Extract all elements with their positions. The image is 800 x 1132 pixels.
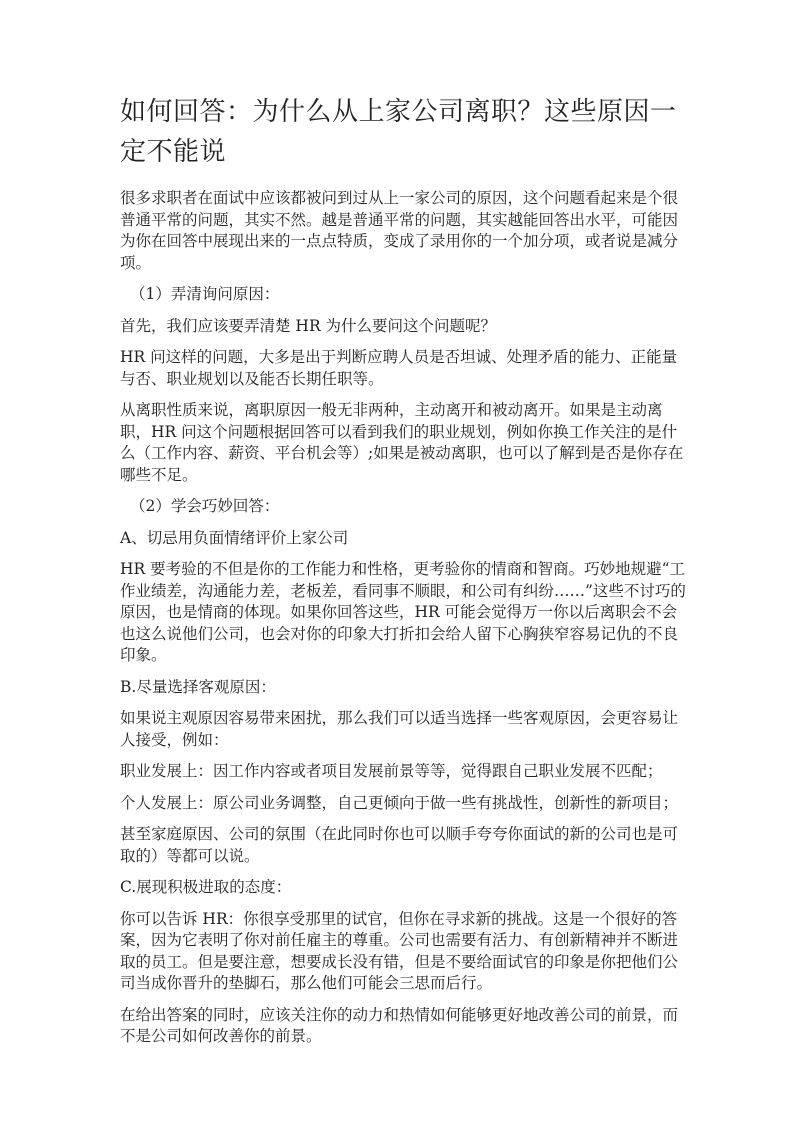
- paragraph: 甚至家庭原因、公司的氛围（在此同时你也可以顺手夸夸你面试的新的公司也是可取的）等都可以说。: [120, 825, 679, 865]
- paragraph: 首先，我们应该要弄清楚 HR 为什么要问这个问题呢？: [120, 316, 497, 335]
- document-title: 如何回答：为什么从上家公司离职？这些原因一定不能说: [120, 97, 677, 167]
- subheading-b: B.尽量选择客观原因：: [120, 677, 276, 696]
- paragraph-intro: 很多求职者在面试中应该都被问到过从上一家公司的原因，这个问题看起来是个很普通平常的问题，其实不然。越是普通平常的问题，其实越能回答出水平，可能因为你在回答中展现出来的一点点特质，变成了录用你的一个加分项，或者说是减分项。: [120, 189, 679, 272]
- subheading-a: A、切忌用负面情绪评价上家公司: [120, 528, 349, 547]
- paragraph: 个人发展上：原公司业务调整，自己更倾向于做一些有挑战性，创新性的新项目；: [120, 793, 679, 812]
- section-heading-2: （2）学会巧妙回答：: [130, 497, 280, 515]
- subheading-c: C.展现积极进取的态度：: [120, 878, 292, 896]
- section-heading-1: （1）弄清询问原因：: [130, 285, 280, 303]
- paragraph: 职业发展上：因工作内容或者项目发展前景等等，觉得跟自己职业发展不匹配；: [120, 762, 663, 780]
- paragraph: 在给出答案的同时，应该关注你的动力和热情如何能够更好地改善公司的前景，而不是公司如何改善你的前景。: [120, 1005, 679, 1045]
- paragraph: HR 问这样的问题，大多是出于判断应聘人员是否坦诚、处理矛盾的能力、正能量与否、职业规划以及能否长期任职等。: [120, 348, 678, 388]
- paragraph: 如果说主观原因容易带来困扰，那么我们可以适当选择一些客观原因，会更容易让人接受，例如：: [120, 709, 679, 749]
- paragraph: 你可以告诉 HR：你很享受那里的试官，但你在寻求新的挑战。这是一个很好的答案，因为它表明了你对前任雇主的尊重。公司也需要有活力、有创新精神并不断进取的员工。但是要注意，想要成长没有错，但是不要给面试官的印象是你把他们公司当成你晋升的垫脚石，那么他们可能会三思而后行。: [120, 909, 679, 992]
- paragraph: HR 要考验的不但是你的工作能力和性格，更考验你的情商和智商。巧妙地规避“工作业绩差，沟通能力差，老板差，看同事不顺眼，和公司有纠纷……”这些不讨巧的原因，也是情商的体现。如果你回答这些，HR 可能会觉得万一你以后离职会不会也这么说他们公司，也会对你的印象大打折扣会给人留下心胸狭窄容易记仇的不良印象。: [120, 560, 686, 664]
- paragraph: 从离职性质来说，离职原因一般无非两种，主动离开和被动离开。如果是主动离职，HR 问这个问题根据回答可以看到我们的职业规划，例如你换工作关注的是什么（工作内容、薪资、平台机会等）;如果是被动离职，也可以了解到是否是你存在哪些不足。: [120, 401, 684, 484]
